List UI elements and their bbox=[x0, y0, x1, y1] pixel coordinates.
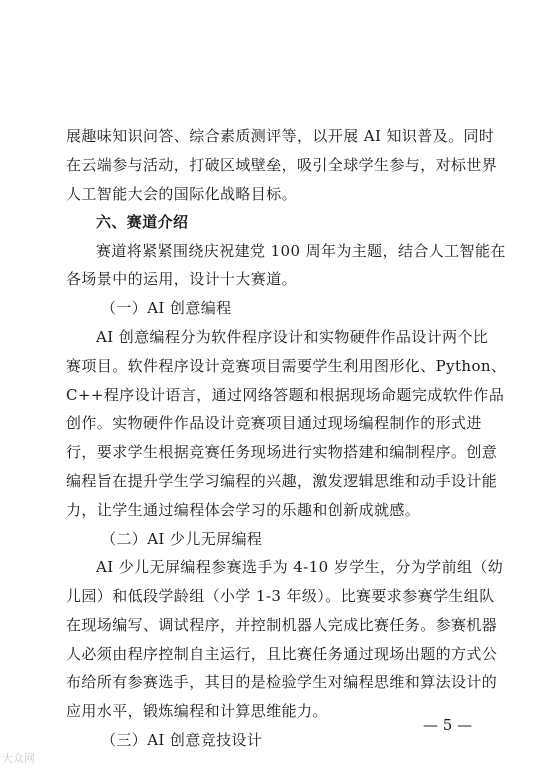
paragraph-line: 创作。实物硬件作品设计竞赛项目通过现场编程制作的形式进 bbox=[66, 414, 482, 432]
paragraph-line: 在云端参与活动，打破区域壁垒，吸引全球学生参与，对标世界 bbox=[66, 156, 498, 174]
paragraph-line: 布给所有参赛选手，其目的是检验学生对编程思维和算法设计的 bbox=[66, 673, 498, 691]
paragraph-line: 人工智能大会的国际化战略目标。 bbox=[66, 185, 298, 203]
section-heading: 六、赛道介绍 bbox=[96, 213, 189, 231]
paragraph-line: 应用水平，锻炼编程和计算思维能力。 bbox=[66, 702, 328, 720]
paragraph-line: C++程序设计语言，通过网络答题和根据现场命题完成软件作品 bbox=[66, 386, 505, 404]
subsection-title: （二）AI 少儿无屏编程 bbox=[101, 530, 263, 548]
watermark-logo: 大众网 bbox=[2, 752, 35, 765]
paragraph-line: 人必须由程序控制自主运行，且比赛任务通过现场出题的方式公 bbox=[66, 645, 498, 663]
paragraph-line: 行，要求学生根据竞赛任务现场进行实物搭建和编制程序。创意 bbox=[66, 443, 498, 461]
paragraph-line: 赛项目。软件程序设计竞赛项目需要学生利用图形化、Python、 bbox=[66, 357, 507, 375]
paragraph-line: 力，让学生通过编程体会学习的乐趣和创新成就感。 bbox=[66, 501, 421, 519]
paragraph-line: 在现场编写、调试程序，并控制机器人完成比赛任务。参赛机器 bbox=[66, 616, 498, 634]
subsection-title: （一）AI 创意编程 bbox=[101, 299, 232, 317]
paragraph-line: 赛道将紧紧围绕庆祝建党 100 周年为主题，结合人工智能在 bbox=[96, 242, 506, 260]
paragraph-line: 编程旨在提升学生学习编程的兴趣，激发逻辑思维和动手设计能 bbox=[66, 472, 498, 490]
paragraph-line: 各场景中的运用，设计十大赛道。 bbox=[66, 270, 298, 288]
paragraph-line: 展趣味知识问答、综合素质测评等，以开展 AI 知识普及。同时 bbox=[66, 127, 495, 145]
paragraph-line: AI 少儿无屏编程参赛选手为 4-10 岁学生，分为学前组（幼 bbox=[96, 558, 504, 576]
page-number: — 5 — bbox=[423, 716, 473, 734]
paragraph-line: AI 创意编程分为软件程序设计和实物硬件作品设计两个比 bbox=[96, 328, 489, 346]
paragraph-line: 儿园）和低段学龄组（小学 1-3 年级）。比赛要求参赛学生组队 bbox=[66, 587, 495, 605]
subsection-title: （三）AI 创意竞技设计 bbox=[101, 731, 263, 749]
